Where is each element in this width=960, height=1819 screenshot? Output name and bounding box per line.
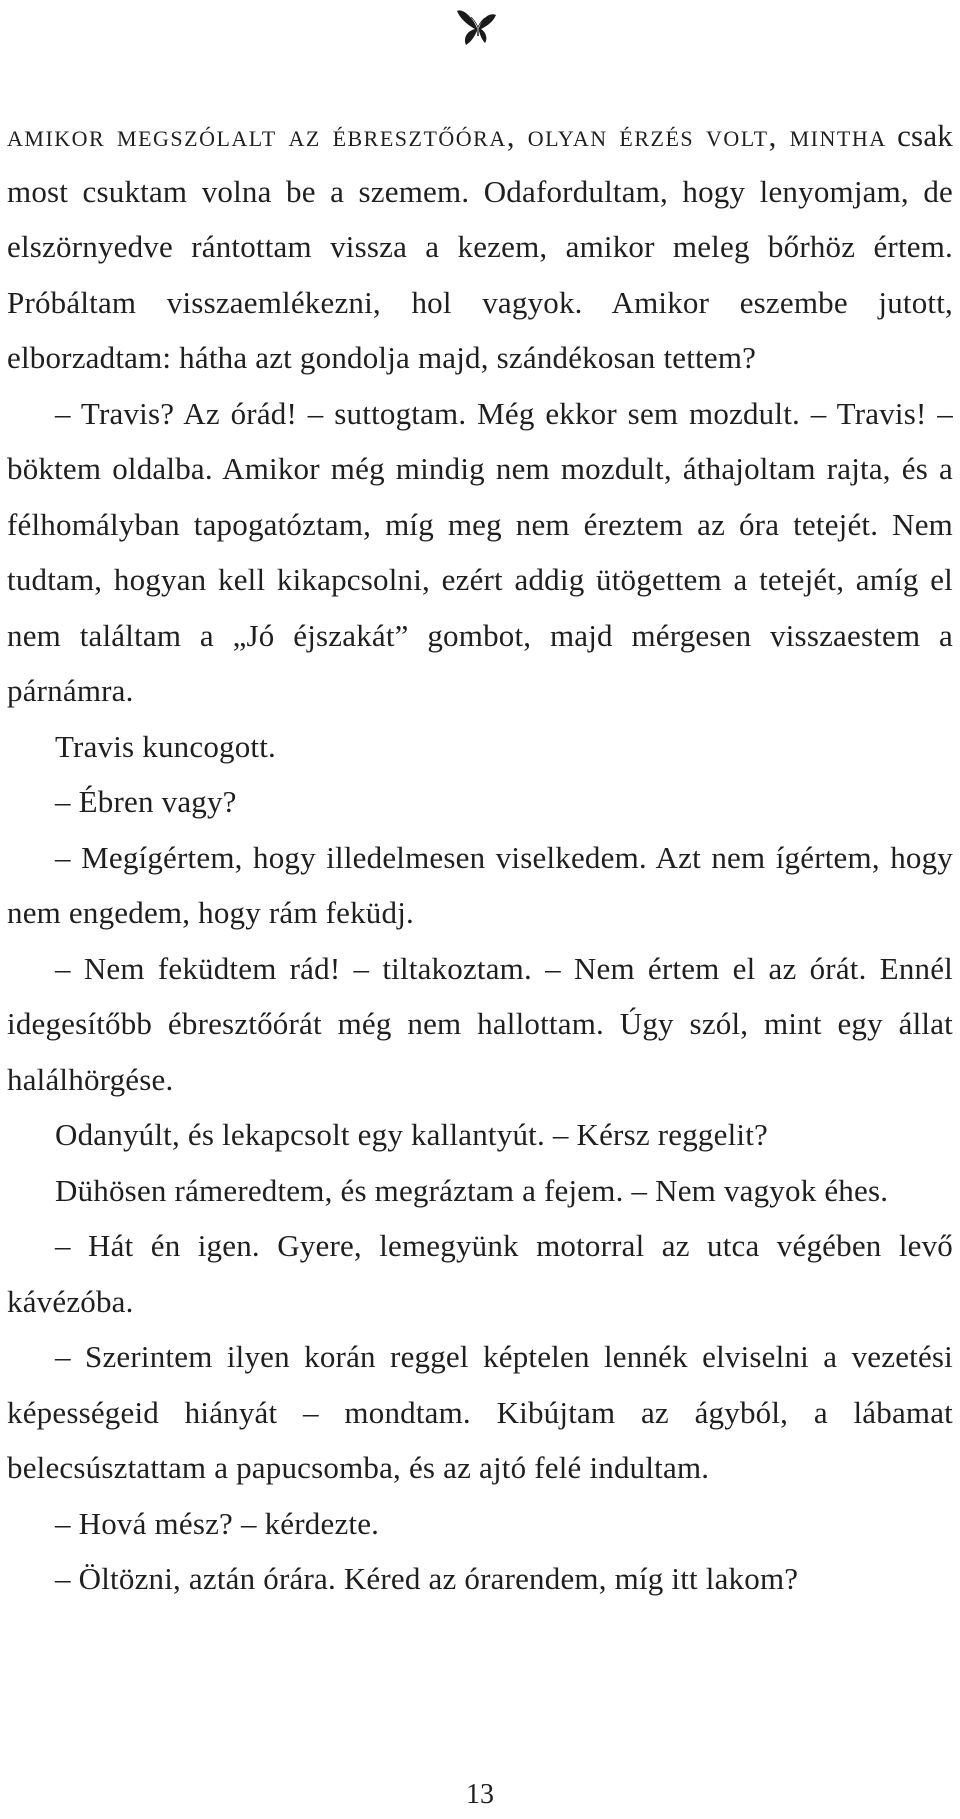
paragraph: – Hová mész? – kérdezte.: [55, 1505, 380, 1541]
paragraph: – Szerintem ilyen korán reggel képtelen lennék elviselni a vezetési képességeid hiányát – mondtam. Kibújtam az ágyból, a lábamat belecsúsztattam a papucsomba, és az ajtó felé indultam.: [7, 1339, 953, 1485]
paragraph-opening-rest: csak most csuktam volna be a szemem. Odafordultam, hogy lenyomjam, de elszörnyedve rántottam vissza a kezem, amikor meleg bőrhöz értem. Próbáltam visszaemlékezni, hol vagyok. Amikor eszembe jutott, elborzadtam: hátha azt gondolja majd, szándékosan tettem?: [7, 118, 953, 375]
paragraph: Dühösen rámeredtem, és megráztam a fejem. – Nem vagyok éhes.: [55, 1172, 889, 1208]
paragraph: – Nem feküdtem rád! – tiltakoztam. – Nem értem el az órát. Ennél idegesítőbb ébresztőórát még nem hallottam. Úgy szól, mint egy állat halálhörgése.: [7, 950, 953, 1097]
body-text: [7, 108, 953, 1607]
paragraph: – Travis? Az órád! – suttogtam. Még ekkor sem mozdult. – Travis! – böktem oldalba. Amikor még mindig nem mozdult, áthajoltam rajta, és a félhomályban tapogatóztam, míg meg nem éreztem az óra tetejét. Nem tudtam, hogyan kell kikapcsolni, ezért addig ütögettem a tetejét, amíg el nem találtam a „Jó éjszakát” gombot, majd mérgesen visszaestem a párnámra.: [7, 395, 953, 708]
paragraph: Odanyúlt, és lekapcsolt egy kallantyút. – Kérsz reggelit?: [55, 1117, 768, 1152]
opening-small-caps: amikor megszólalt az ébresztőóra, olyan érzés volt, mintha: [7, 118, 887, 153]
paragraph-opening: [7, 108, 953, 386]
paragraph: – Ébren vagy?: [55, 784, 237, 819]
butterfly-icon: [454, 2, 502, 50]
paragraph: Travis kuncogott.: [55, 728, 276, 764]
paragraph: – Megígértem, hogy illedelmesen viselkedem. Azt nem ígértem, hogy nem engedem, hogy rám feküdj.: [7, 839, 953, 930]
page-number: 13: [466, 1779, 494, 1810]
paragraph: – Öltözni, aztán órára. Kéred az órarendem, míg itt lakom?: [55, 1561, 799, 1596]
paragraph: – Hát én igen. Gyere, lemegyünk motorral az utca végében levő kávézóba.: [7, 1228, 953, 1319]
